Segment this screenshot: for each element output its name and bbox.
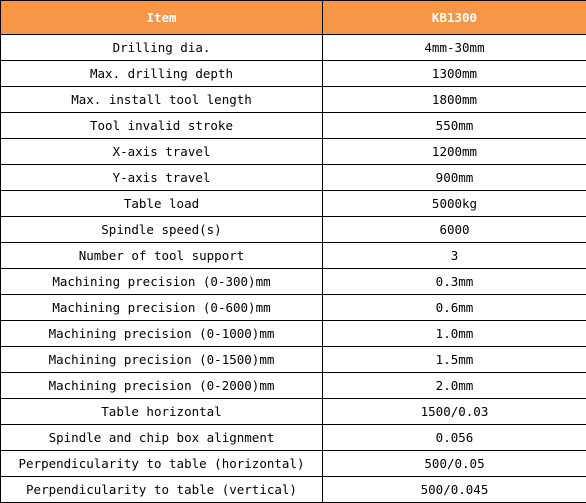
header-item: Item — [1, 1, 323, 35]
item-cell: Perpendicularity to table (vertical) — [1, 477, 323, 503]
value-cell: 550mm — [323, 113, 586, 139]
item-cell: Machining precision (0-2000)mm — [1, 373, 323, 399]
item-cell: Machining precision (0-1500)mm — [1, 347, 323, 373]
item-cell: Machining precision (0-300)mm — [1, 269, 323, 295]
item-cell: Table load — [1, 191, 323, 217]
table-row — [1, 477, 586, 503]
value-cell: 6000 — [323, 217, 586, 243]
table-row — [1, 347, 586, 373]
value-cell: 0.6mm — [323, 295, 586, 321]
value-cell: 5000kg — [323, 191, 586, 217]
table-row — [1, 425, 586, 451]
item-cell: Drilling dia. — [1, 35, 323, 61]
item-cell: Spindle and chip box alignment — [1, 425, 323, 451]
item-cell: Perpendicularity to table (horizontal) — [1, 451, 323, 477]
item-cell: Max. install tool length — [1, 87, 323, 113]
item-cell: X-axis travel — [1, 139, 323, 165]
item-cell: Machining precision (0-600)mm — [1, 295, 323, 321]
value-cell: 3 — [323, 243, 586, 269]
value-cell: 500/0.045 — [323, 477, 586, 503]
table-row — [1, 113, 586, 139]
value-cell: 1500/0.03 — [323, 399, 586, 425]
table-row — [1, 451, 586, 477]
table-row — [1, 269, 586, 295]
value-cell: 0.056 — [323, 425, 586, 451]
table-row — [1, 217, 586, 243]
value-cell: 2.0mm — [323, 373, 586, 399]
item-cell: Y-axis travel — [1, 165, 323, 191]
table-row — [1, 87, 586, 113]
item-cell: Table horizontal — [1, 399, 323, 425]
value-cell: 1.5mm — [323, 347, 586, 373]
value-cell: 4mm-30mm — [323, 35, 586, 61]
value-cell: 500/0.05 — [323, 451, 586, 477]
item-cell: Spindle speed(s) — [1, 217, 323, 243]
table-row — [1, 139, 586, 165]
value-cell: 0.3mm — [323, 269, 586, 295]
item-cell: Machining precision (0-1000)mm — [1, 321, 323, 347]
table-row — [1, 321, 586, 347]
item-cell: Max. drilling depth — [1, 61, 323, 87]
value-cell: 1300mm — [323, 61, 586, 87]
table-row — [1, 165, 586, 191]
value-cell: 1200mm — [323, 139, 586, 165]
header-row — [1, 1, 586, 35]
value-cell: 1800mm — [323, 87, 586, 113]
table-row — [1, 373, 586, 399]
table-row — [1, 61, 586, 87]
table-row — [1, 243, 586, 269]
table-row — [1, 399, 586, 425]
value-cell: 900mm — [323, 165, 586, 191]
table-row — [1, 35, 586, 61]
table-row — [1, 295, 586, 321]
table-row — [1, 191, 586, 217]
item-cell: Tool invalid stroke — [1, 113, 323, 139]
value-cell: 1.0mm — [323, 321, 586, 347]
item-cell: Number of tool support — [1, 243, 323, 269]
header-model: KB1300 — [323, 1, 586, 35]
